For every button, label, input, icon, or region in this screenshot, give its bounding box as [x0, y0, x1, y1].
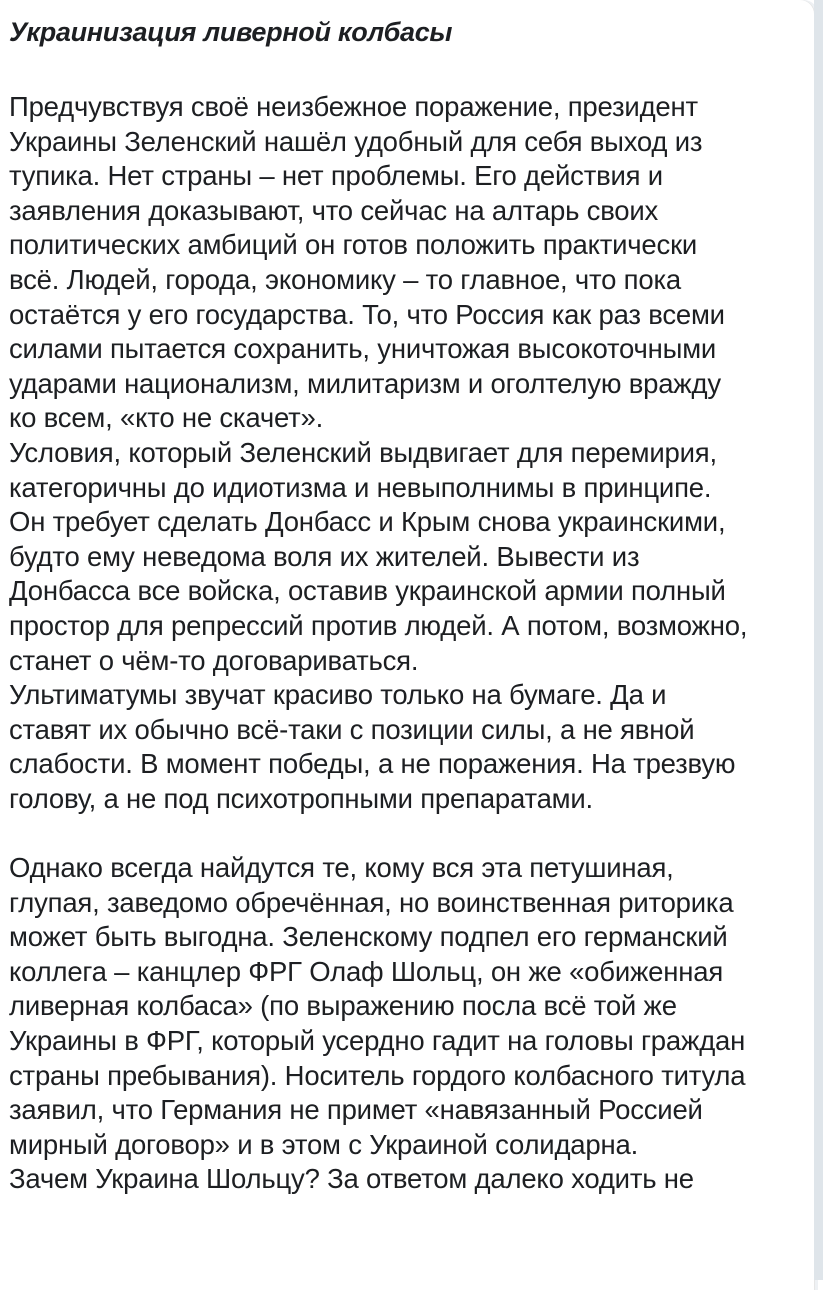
text-line: Украины в ФРГ, который усердно гадит на головы граждан	[9, 1025, 746, 1057]
text-line: остаётся у его государства. То, что Россия как раз всеми	[9, 298, 725, 330]
text-line: политических амбиций он готов положить практически	[9, 229, 698, 261]
text-line: всё. Людей, города, экономику – то главное, что пока	[9, 263, 681, 295]
text-line: ставят их обычно всё-таки с позиции силы, а не явной	[9, 713, 695, 745]
text-line: силами пытается сохранить, уничтожая высокоточными	[9, 333, 717, 365]
text-line: Ультиматумы звучат красиво только на бумаге. Да и	[9, 679, 667, 711]
text-line: Он требует сделать Донбасс и Крым снова украинскими,	[9, 506, 726, 538]
text-line: мирный договор» и в этом с Украиной солидарна.	[9, 1128, 639, 1160]
text-line: коллега – канцлер ФРГ Олаф Шольц, он же «обиженная	[9, 955, 724, 987]
text-line: простор для репрессий против людей. А потом, возможно,	[9, 609, 748, 641]
text-line: ливерная колбаса» (по выражению посла всё той же	[9, 990, 677, 1022]
text-line: страны пребывания). Носитель гордого колбасного титула	[9, 1059, 746, 1091]
text-line: глупая, заведомо обречённая, но воинственная риторика	[9, 886, 734, 918]
paragraph-2	[9, 851, 804, 1197]
text-line: будто ему неведома воля их жителей. Вывести из	[9, 540, 640, 572]
text-line: заявил, что Германия не примет «навязанный Россией	[9, 1094, 703, 1126]
text-line: станет о чём-то договариваться.	[9, 644, 419, 676]
text-line: тупика. Нет страны – нет проблемы. Его действия и	[9, 160, 663, 192]
text-line: Предчувствуя своё неизбежное поражение, президент	[9, 91, 698, 122]
text-line: Однако всегда найдутся те, кому вся эта петушиная,	[9, 852, 674, 884]
text-line: Украины Зеленский нашёл удобный для себя выход из	[9, 125, 703, 157]
text-line: Условия, который Зеленский выдвигает для перемирия,	[9, 436, 717, 468]
paragraph-gap	[9, 816, 804, 851]
text-line: категоричны до идиотизма и невыполнимы в принципе.	[9, 471, 712, 503]
post-title: Украинизация ливерной колбасы	[9, 17, 453, 47]
text-line: ко всем, «кто не скачет».	[9, 402, 324, 434]
text-line: голову, а не под психотропными препаратами.	[9, 782, 593, 814]
chat-background-edge	[814, 0, 823, 1280]
text-line: ударами национализм, милитаризм и оголтелую вражду	[9, 367, 721, 399]
text-line: Донбасса все войска, оставив украинской армии полный	[9, 575, 726, 607]
text-line: Зачем Украина Шольцу? За ответом далеко ходить не	[9, 1163, 694, 1195]
text-line: заявления доказывают, что сейчас на алтарь своих	[9, 194, 659, 226]
text-line: может быть выгодна. Зеленскому подпел его германский	[9, 921, 728, 953]
text-line: слабости. В момент победы, а не поражения. На трезвую	[9, 748, 736, 780]
paragraph-1	[9, 90, 804, 816]
message-content	[9, 14, 804, 1197]
